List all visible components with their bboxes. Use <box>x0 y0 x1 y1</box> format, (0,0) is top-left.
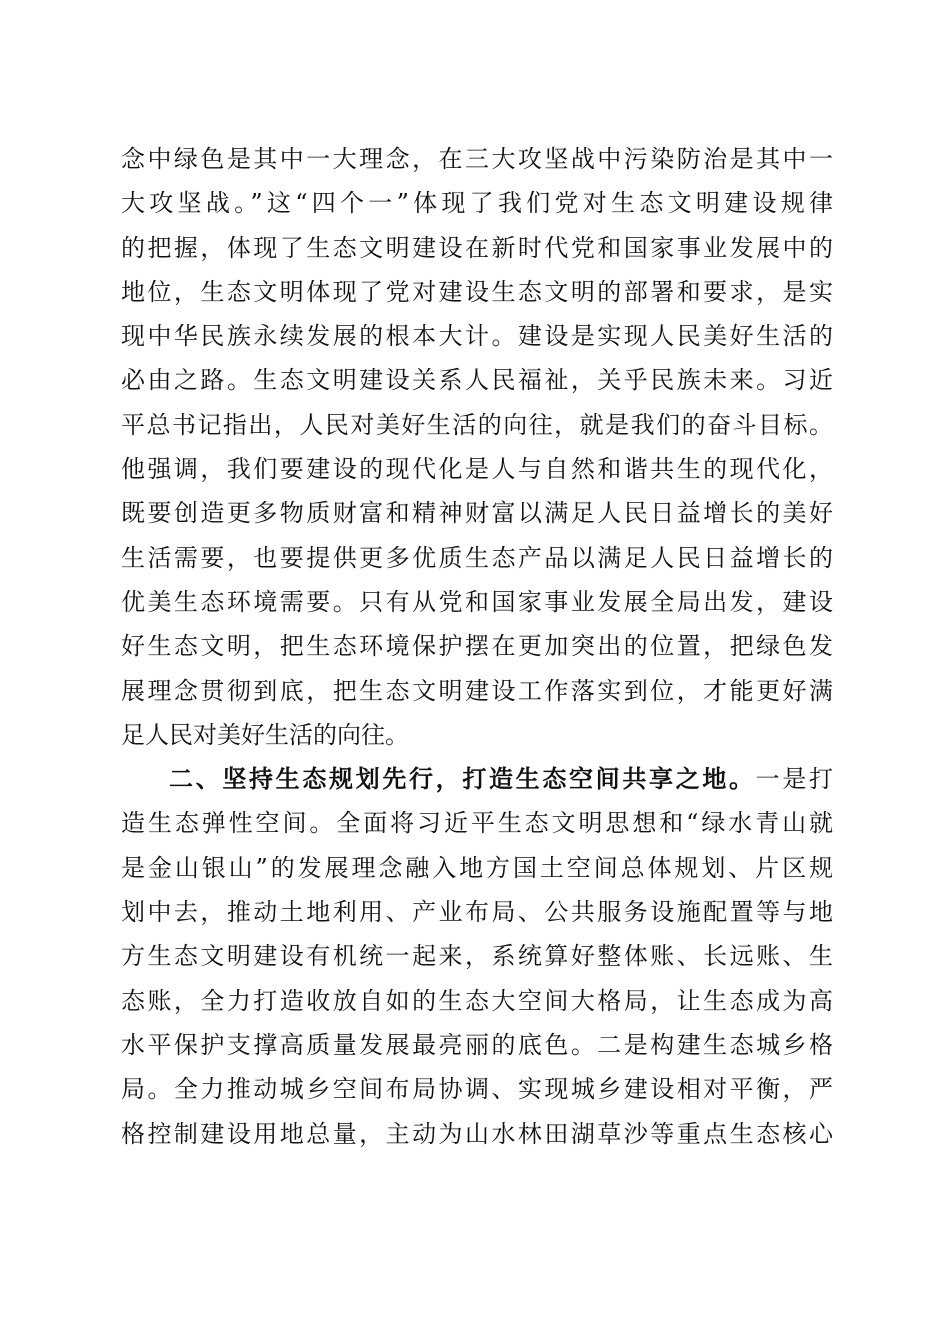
text-line: 念中绿色是其中一大理念，在三大攻坚战中污染防治是其中一 <box>121 145 833 173</box>
text-line: 地位，生态文明体现了党对建设生态文明的部署和要求，是实 <box>121 277 833 306</box>
text-line: 态账，全力打造收放自如的生态大空间大格局，让生态成为高 <box>121 986 833 1015</box>
text-line: 造生态弹性空间。全面将习近平生态文明思想和“绿水青山就 <box>121 809 833 838</box>
text-line: 划中去，推动土地利用、产业布局、公共服务设施配置等与地 <box>121 898 833 927</box>
text-line: 大攻坚战。”这“四个一”体现了我们党对生态文明建设规律 <box>121 189 833 218</box>
heading-line-continuation: 一是打 <box>755 765 834 794</box>
text-line: 好生态文明，把生态环境保护摆在更加突出的位置，把绿色发 <box>121 632 833 661</box>
paragraph-ecological-civilization <box>121 137 833 757</box>
text-line: 优美生态环境需要。只有从党和国家事业发展全局出发，建设 <box>121 587 833 616</box>
text-line: 水平保护支撑高质量发展最亮丽的底色。二是构建生态城乡格 <box>121 1030 833 1059</box>
paragraph-first-line <box>121 757 833 801</box>
text-line: 是金山银山”的发展理念融入地方国土空间总体规划、片区规 <box>121 853 833 882</box>
paragraph-ecological-planning <box>121 757 833 1156</box>
text-line: 生活需要，也要提供更多优质生态产品以满足人民日益增长的 <box>121 543 833 572</box>
text-line: 现中华民族永续发展的根本大计。建设是实现人民美好生活的 <box>121 322 833 351</box>
body-text <box>121 137 833 1156</box>
text-line: 既要创造更多物质财富和精神财富以满足人民日益增长的美好 <box>121 499 833 528</box>
text-line: 格控制建设用地总量，主动为山水林田湖草沙等重点生态核心 <box>121 1119 833 1148</box>
text-line: 他强调，我们要建设的现代化是人与自然和谐共生的现代化， <box>121 455 833 484</box>
text-line: 展理念贯彻到底，把生态文明建设工作落实到位，才能更好满 <box>121 676 833 705</box>
text-line: 足人民对美好生活的向往。 <box>121 720 409 749</box>
text-line: 局。全力推动城乡空间布局协调、实现城乡建设相对平衡，严 <box>121 1075 833 1104</box>
text-line: 的把握，体现了生态文明建设在新时代党和国家事业发展中的 <box>121 233 833 262</box>
text-line: 平总书记指出，人民对美好生活的向往，就是我们的奋斗目标。 <box>121 410 833 439</box>
text-line: 方生态文明建设有机统一起来，系统算好整体账、长远账、生 <box>121 942 833 971</box>
section-heading: 二、坚持生态规划先行，打造生态空间共享之地。 <box>169 764 756 794</box>
text-line: 必由之路。生态文明建设关系人民福祉，关乎民族未来。习近 <box>121 366 833 395</box>
